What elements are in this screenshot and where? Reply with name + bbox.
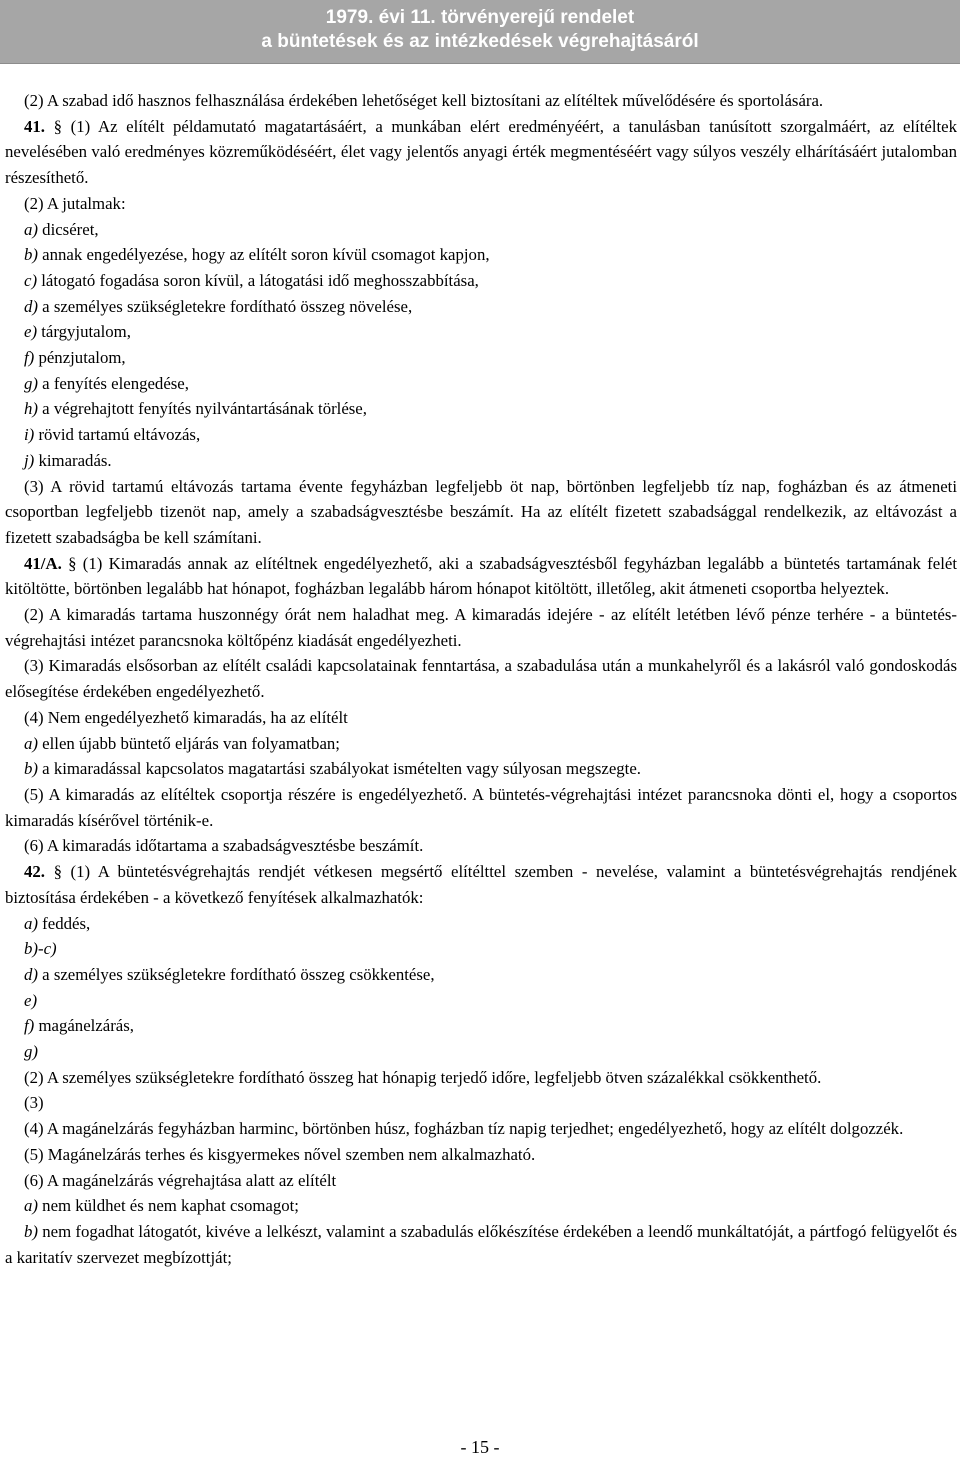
section-number: 41/A. <box>24 553 62 573</box>
section-number: 42. <box>24 862 45 882</box>
list-letter: b)-c) <box>24 939 57 959</box>
section-42-para-5: (5) Magánelzárás terhes és kisgyermekes nővel szemben nem alkalmazható. <box>24 1144 536 1164</box>
list-item <box>5 756 957 782</box>
list-text: látogató fogadása soron kívül, a látogatási idő meghosszabbítása, <box>37 270 479 290</box>
section-42-para-2: (2) A személyes szükségletekre fordítható összeg hat hónapig terjedő időre, legfeljebb ötven százalékkal csökkenthető. <box>24 1067 822 1087</box>
list-letter: a) <box>24 733 38 753</box>
paragraph-text: § (1) A büntetésvégrehajtás rendjét vétkesen megsértő elítélttel szemben - nevelése, valamint a büntetésvégrehajtás rendjének biztosítása érdekében - a következő fenyítések alkalmazhatók: <box>5 862 957 907</box>
list-item <box>5 1039 957 1065</box>
list-item <box>5 911 957 937</box>
list-text: kimaradás. <box>34 450 112 470</box>
list-letter: h) <box>24 399 38 419</box>
list-item <box>5 319 957 345</box>
section-41a-para-3: (3) Kimaradás elsősorban az elítélt családi kapcsolatainak fenntartása, a szabadulása után a munkahelyről és a lakásról való gondoskodás elősegítése érdekében engedélyezhető. <box>5 656 957 702</box>
list-text: feddés, <box>37 913 91 933</box>
list-item <box>5 1193 957 1219</box>
section-41-para-1 <box>5 114 957 191</box>
list-letter: e) <box>24 322 38 342</box>
list-letter: j) <box>24 450 35 470</box>
list-letter: g) <box>24 1042 38 1062</box>
header-title-line1: 1979. évi 11. törvényerejű rendelet <box>325 7 635 28</box>
list-text: ellen újabb büntető eljárás van folyamatban; <box>37 733 340 753</box>
paragraph-text: § (1) Az elítélt példamutató magatartásáért, a munkában elért eredményéért, a tanulásban tanúsított szorgalmáért, az elítéltek nevelésében való eredményes közreműködéséért, élet vagy jelentős anyagi érték megmentéséért vagy súlyos veszély elhárításáért jutalomban részesíthető. <box>5 116 957 188</box>
section-42-para-1 <box>5 859 957 910</box>
list-item <box>5 217 957 243</box>
list-text: a fenyítés elengedése, <box>37 373 189 393</box>
list-letter: f) <box>24 1016 35 1036</box>
list-text: magánelzárás, <box>34 1016 134 1036</box>
list-item <box>5 242 957 268</box>
list-text: a végrehajtott fenyítés nyilvántartásának törlése, <box>37 399 367 419</box>
list-item <box>5 422 957 448</box>
header-title-line2: a büntetések és az intézkedések végrehajtásáról <box>261 31 699 52</box>
list-letter: a) <box>24 1196 38 1216</box>
list-item <box>5 448 957 474</box>
section-41a-para-4-intro: (4) Nem engedélyezhető kimaradás, ha az elítélt <box>24 707 348 727</box>
section-42-para-3: (3) <box>24 1093 44 1113</box>
list-text: nem küldhet és nem kaphat csomagot; <box>37 1196 299 1216</box>
list-item <box>5 371 957 397</box>
section-41a-para-6: (6) A kimaradás időtartama a szabadságvesztésbe beszámít. <box>24 836 424 856</box>
paragraph-40-2: (2) A szabad idő hasznos felhasználása érdekében lehetőséget kell biztosítani az elítéltek művelődésére és sportolására. <box>24 91 824 110</box>
list-item <box>5 731 957 757</box>
page-number: - 15 - <box>460 1437 500 1457</box>
document-header <box>0 0 960 64</box>
list-item <box>5 294 957 320</box>
list-item <box>5 988 957 1014</box>
list-item <box>5 1013 957 1039</box>
list-letter: i) <box>24 425 35 445</box>
list-text: a személyes szükségletekre fordítható összeg csökkentése, <box>37 964 435 984</box>
list-item <box>5 268 957 294</box>
section-41-para-2-intro: (2) A jutalmak: <box>24 193 126 213</box>
list-letter: d) <box>24 964 38 984</box>
list-item <box>5 1219 957 1270</box>
list-text: a kimaradással kapcsolatos magatartási szabályokat ismételten vagy súlyosan megszegte. <box>37 759 641 779</box>
list-item <box>5 345 957 371</box>
list-item <box>5 936 957 962</box>
list-letter: a) <box>24 913 38 933</box>
list-item <box>5 396 957 422</box>
list-letter: b) <box>24 1221 38 1241</box>
section-41a-para-2: (2) A kimaradás tartama huszonnégy órát nem haladhat meg. A kimaradás idejére - az elítélt letétben lévő pénze terhére - a büntetés-végrehajtási intézet parancsnoka költőpénz kiadását engedélyezheti. <box>5 605 957 650</box>
document-body <box>5 88 957 1270</box>
list-letter: d) <box>24 296 38 316</box>
section-42-para-4: (4) A magánelzárás fegyházban harminc, börtönben húsz, fogházban tíz napig terjedhet; engedélyezhető, hogy az elítélt dolgozzék. <box>24 1119 904 1139</box>
list-text: pénzjutalom, <box>34 348 126 368</box>
list-text: dicséret, <box>37 219 99 239</box>
list-text: a személyes szükségletekre fordítható összeg növelése, <box>37 296 413 316</box>
list-letter: g) <box>24 373 38 393</box>
list-text: rövid tartamú eltávozás, <box>34 425 201 445</box>
list-text: nem fogadhat látogatót, kivéve a lelkészt, valamint a szabadulás előkészítése érdekében a leendő munkáltatóját, a pártfogó felügyelőt és a karitatív szervezet megbízottját; <box>5 1221 957 1267</box>
list-text: tárgyjutalom, <box>37 322 131 342</box>
section-number: 41. <box>24 116 45 136</box>
list-letter: c) <box>24 270 38 290</box>
section-42-para-6-intro: (6) A magánelzárás végrehajtása alatt az elítélt <box>24 1170 337 1190</box>
list-letter: a) <box>24 219 38 239</box>
section-41-para-3: (3) A rövid tartamú eltávozás tartama évente fegyházban legfeljebb öt nap, börtönben legfeljebb tíz nap, fogházban és az átmeneti csoportban legfeljebb tizenöt nap, amely a szabadságvesztésbe beszámít. Ha az elítélt fizetett szabadsággal rendelkezik, az eltávozást a fizetett szabadságba be kell számítani. <box>5 476 957 547</box>
list-letter: b) <box>24 759 38 779</box>
list-letter: f) <box>24 348 35 368</box>
section-41a-para-1 <box>5 551 957 602</box>
list-text: annak engedélyezése, hogy az elítélt soron kívül csomagot kapjon, <box>37 245 490 265</box>
list-item <box>5 962 957 988</box>
list-letter: b) <box>24 245 38 265</box>
list-letter: e) <box>24 990 38 1010</box>
section-41a-para-5: (5) A kimaradás az elítéltek csoportja részére is engedélyezhető. A büntetés-végrehajtási intézet parancsnoka dönti el, hogy a csoportos kimaradás kísérővel történik-e. <box>5 784 957 830</box>
paragraph-text: § (1) Kimaradás annak az elítéltnek engedélyezhető, aki a szabadságvesztésből fegyházban legalább a büntetés tartamának felét kitöltötte, börtönben legalább hat hónapot, fogházban legalább három hónapot kitöltött, illetőleg, akit átmeneti csoportba helyeztek. <box>5 553 957 599</box>
